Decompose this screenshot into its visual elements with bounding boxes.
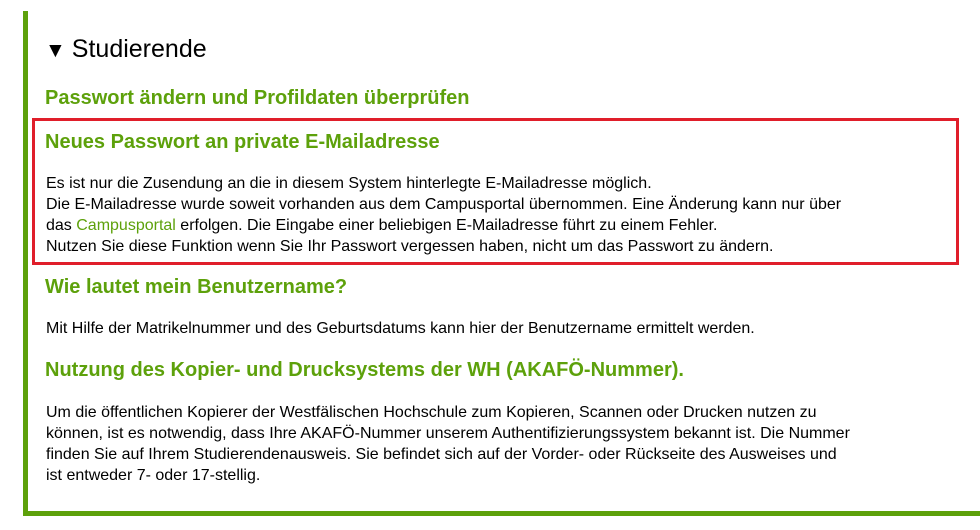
username-link[interactable]: Wie lautet mein Benutzername? <box>45 276 348 298</box>
text-line: können, ist es notwendig, dass Ihre AKAFÖ-Nummer unserem Authentifizierungssystem bekannt ist. Die Nummer <box>46 425 850 442</box>
text-line: ist entweder 7- oder 17-stellig. <box>46 467 261 484</box>
campusportal-link[interactable]: Campusportal <box>76 217 176 234</box>
section-title: Studierende <box>71 35 207 63</box>
copy-print-description <box>46 402 961 486</box>
text-line: finden Sie auf Ihrem Studierendenausweis. Sie befindet sich auf der Vorder- oder Rückseite des Ausweises und <box>46 446 837 463</box>
text-fragment: das <box>46 217 77 234</box>
text-line <box>46 215 961 236</box>
text-line: Die E-Mailadresse wurde soweit vorhanden aus dem Campusportal übernommen. Eine Änderung kann nur über <box>46 196 842 213</box>
section-header-studierende[interactable] <box>45 34 207 66</box>
text-fragment: erfolgen. Die Eingabe einer beliebigen E-Mailadresse führt zu einem Fehler. <box>175 217 718 234</box>
password-profile-link[interactable]: Passwort ändern und Profildaten überprüfen <box>45 87 470 109</box>
copy-print-link[interactable]: Nutzung des Kopier- und Drucksystems der WH (AKAFÖ-Nummer). <box>45 359 684 381</box>
text-line: Um die öffentlichen Kopierer der Westfälischen Hochschule zum Kopieren, Scannen oder Drucken nutzen zu <box>46 404 817 421</box>
text-line: Mit Hilfe der Matrikelnummer und des Geburtsdatums kann hier der Benutzername ermittelt werden. <box>46 320 755 337</box>
new-password-link[interactable]: Neues Passwort an private E-Mailadresse <box>45 131 440 153</box>
triangle-down-icon[interactable]: ▼ <box>45 39 66 62</box>
text-line: Es ist nur die Zusendung an die in diesem System hinterlegte E-Mailadresse möglich. <box>46 175 652 192</box>
username-description <box>46 318 961 339</box>
text-line: Nutzen Sie diese Funktion wenn Sie Ihr Passwort vergessen haben, nicht um das Passwort zu ändern. <box>46 238 774 255</box>
new-password-description <box>46 173 961 257</box>
